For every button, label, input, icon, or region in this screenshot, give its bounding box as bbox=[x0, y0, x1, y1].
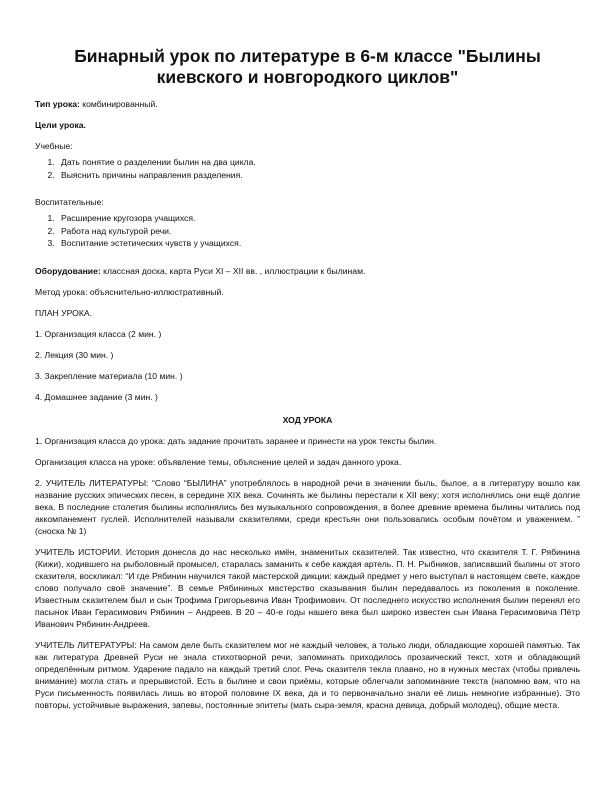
educational-heading: Учебные: bbox=[35, 141, 73, 151]
lesson-type bbox=[35, 98, 580, 110]
equipment-value: классная доска, карта Руси XI – XII вв. , иллюстрации к былинам. bbox=[100, 265, 366, 276]
plan-heading: ПЛАН УРОКА. bbox=[35, 307, 92, 318]
paragraph: УЧИТЕЛЬ ЛИТЕРАТУРЫ: На самом деле быть сказителем мог не каждый человек, а только люди, обладающие хорошей памятью. Так как литература Древней Руси не знала стихотворной речи, запоминать приходилось прозаический текст, хотя и обладающий определённым ритмом. Ударение падало на каждый третий слог. Речь сказителя текла плавно, но в нужных местах (чтобы привлечь внимание) могла стать и прерывистой. Есть в былине и свои приёмы, которые облегчали запоминание текста (напомню вам, что на Руси письменность появилась лишь во второй половине IX века, да и то первоначально знали её лишь немногие избранные). Это повторы, устойчивые выражения, запевы, постоянные эпитеты (мать сыра-земля, красна девица, добрый молодец), общие места. bbox=[35, 639, 580, 710]
list-item: 1. Дать понятие о разделении былин на два цикла. bbox=[57, 156, 580, 169]
plan-item: 4. Домашнее задание (3 мин. ) bbox=[35, 391, 158, 402]
document-page bbox=[35, 46, 580, 711]
plan-item: 3. Закрепление материала (10 мин. ) bbox=[35, 370, 183, 381]
paragraph: 2. УЧИТЕЛЬ ЛИТЕРАТУРЫ: “Слово “БЫЛИНА” употреблялось в народной речи в значении быль, былое, а в литературу вошло как название русских эпических песен, в середине XIX века. Сочинять же былины перестали к XII веку; хотя исполнялись они ещё долгие века. В последние столетия былины исполнялись без музыкального сопровождения, в более древние времена былины читались под аккомпанемент гуслей. Исполнителей называли сказителями, среди крестьян они пользовались особым почётом и уважением. ” (сноска № 1) bbox=[35, 477, 580, 536]
lesson-type-label: Тип урока: bbox=[35, 99, 80, 109]
educational-list bbox=[35, 156, 580, 181]
paragraph: УЧИТЕЛЬ ИСТОРИИ. История донесла до нас несколько имён, знаменитых сказителей. Так известно, что сказителя Т. Г. Рябинина (Кижи), ходившего на рыболовный промысел, старалась заманить к себе каждая артель. П. Н. Рыбников, записавший былины от этого сказителя, воскликал: “И где Рябинин научился такой мастерской дикции: каждый предмет у него выступал в настоящем свете, каждое слово получало своё значение”. В семье Рябининых мастерство сказывания былин передавалось из поколения в поколение. Известным сказителем был и сын Трофима Григорьевича Иван Трофимович. От последнего искусство исполнения былин перенял его пасынок Иван Герасимович Рябинин – Андреев. В 20 – 40-е годы нашего века был широко известен сын Ивана Герасимовича Пётр Иванович Рябинин-Андреев. bbox=[35, 546, 580, 629]
list-item: 2. Выяснить причины направления разделения. bbox=[57, 169, 580, 182]
paragraph: 1. Организация класса до урока: дать задание прочитать заранее и принести на урок тексты былин. bbox=[35, 435, 437, 446]
list-item: 1. Расширение кругозора учащихся. bbox=[57, 212, 580, 225]
lesson-method: Метод урока: объяснительно-иллюстративный. bbox=[35, 286, 224, 297]
equipment bbox=[35, 265, 580, 277]
document-title: Бинарный урок по литературе в 6-м классе "Былины киевского и новгородкого циклов" bbox=[74, 46, 541, 87]
paragraph: Организация класса на уроке: объявление темы, объяснение целей и задач данного урока. bbox=[35, 456, 402, 467]
upbringing-list bbox=[35, 212, 580, 250]
goals-heading: Цели урока. bbox=[35, 120, 86, 130]
upbringing-heading: Воспитательные: bbox=[35, 197, 104, 207]
lesson-type-value: комбинированный. bbox=[79, 99, 158, 109]
equipment-label: Оборудование: bbox=[35, 265, 101, 276]
list-item: 2. Работа над культурой речи. bbox=[57, 225, 580, 238]
plan-item: 1. Организация класса (2 мин. ) bbox=[35, 328, 162, 339]
list-item: 3. Воспитание эстетических чувств у учащихся. bbox=[57, 237, 580, 250]
course-heading: ХОД УРОКА bbox=[282, 414, 333, 425]
plan-item: 2. Лекция (30 мин. ) bbox=[35, 349, 114, 360]
